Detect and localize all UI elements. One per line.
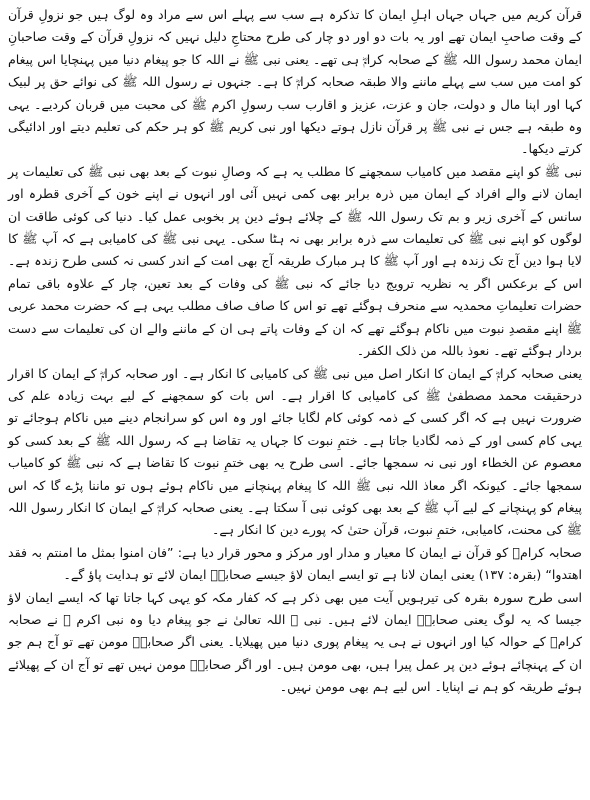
paragraph-1: قرآن کریم میں جہاں جہاں اہلِ ایمان کا تذکرہ ہے سب سے پہلے اس سے مراد وہ لوگ ہیں جو نزولِ قرآن کے وقت صاحبِ ایمان تھے اور یہ بات دو اور دو چار کی طرح محتاجِ دلیل نہیں کہ نزولِ قرآن کے وقت صاحبانِ ایمان محمد رسول اللہ ﷺ کے صحابہ کرامؓ ہی تھے۔ یعنی نبی ﷺ نے اللہ کا جو پیغام دنیا میں پہنچایا اس پیغام کو امت میں سب سے پہلے ماننے والا طبقہ صحابہ کرامؓ کا ہے۔ جنہوں نے رسول اللہ ﷺ کی نوائے حق پر لبیک کہا اور اپنا مال و دولت، جان و عزت، عزیز و اقارب سب رسولِ اکرم ﷺ کی محبت میں قربان کردیے۔ یہی وہ طبقہ ہے جس نے نبی ﷺ پر قرآن نازل ہوتے دیکھا اور نبی کریم ﷺ کو ہر حکم کی تعلیم دیتے اور ادائیگی کرتے دیکھا۔	[8, 7, 582, 157]
paragraph-5: اسی طرح سورہ بقرہ کی تیرہویں آیت میں بھی ذکر ہے کہ کفار مکہ کو یہی کہا جاتا تھا کہ ایسے ایمان لاؤ جیسا کہ یہ لوگ یعنی صحابہؓ ایمان لائے ہیں۔ نبی ﷺ اللہ تعالیٰ نے جو پیغام دیا وہ نبی اکرم ﷺ نے صحابہ کرامؓ کے حوالہ کیا اور انہوں نے ہی یہ پیغام پوری دنیا میں پھیلایا۔ یعنی اگر صحابہؓ مومن تھے تو آج ہم جو ان کے پہنچائے ہوئے دین پر عمل پیرا ہیں، بھی مومن ہیں۔ اور اگر صحابہؓ مومن نہیں تھے تو آج ان کے پھیلائے ہوئے طریقہ کو ہم نے اپنایا۔ اس لیے ہم بھی مومن نہیں۔	[8, 589, 582, 695]
paragraph-3: یعنی صحابہ کرامؓ کے ایمان کا انکار اصل میں نبی ﷺ کی کامیابی کا انکار ہے۔ اور صحابہ کرامؓ کے ایمان کا اقرار درحقیقت محمد مصطفیٰ ﷺ کی کامیابی کا اقرار ہے۔ اس بات کو سمجھنے کے لیے بہت زیادہ علم کی ضرورت نہیں ہے کہ اگر کسی کے ذمہ کوئی کام لگایا جائے اور وہ اس کو سرانجام دینے میں ناکام ہوجائے تو یہی کام کسی اور کے ذمہ لگادیا جاتا ہے۔ ختمِ نبوت کا جہاں یہ تقاضا ہے کہ رسول اللہ ﷺ کے بعد کسی کو معصوم عن الخطاء اور نبی نہ سمجھا جائے۔ اسی طرح یہ بھی ختمِ نبوت کا تقاضا ہے کہ نبی ﷺ کو کامیاب سمجھا جائے۔ کیونکہ اگر معاذ اللہ نبی ﷺ اللہ کا پیغام پہنچانے میں ناکام ہوئے ہوں تو ماننا پڑے گا کہ اس پیغام کو پہنچانے کے لیے آپ ﷺ کے بعد بھی کوئی نبی آ سکتا ہے۔ یعنی صحابہ کرامؓ کے ایمان کا انکار رسول اللہ ﷺ کی محنت، کامیابی، ختمِ نبوت، قرآن حتیٰ کہ پورے دین کا انکار ہے۔	[8, 365, 582, 538]
paragraph-4: صحابہ کرامؓ کو قرآن نے ایمان کا معیار و مدار اور مرکز و محور قرار دیا ہے: ”فان امنوا بمثل ما امنتم بہ فقد اھتدوا“ (بقرہ: ۱۳۷) یعنی ایمان لانا ہے تو ایسے ایمان لاؤ جیسے صحابہؓ ایمان لائے تو ہدایت پاؤ گے۔	[8, 544, 582, 583]
paragraph-2: نبی ﷺ کو اپنے مقصد میں کامیاب سمجھنے کا مطلب یہ ہے کہ وصالِ نبوت کے بعد بھی نبی ﷺ کی تعلیمات پر ایمان لانے والے افراد کے ایمان میں ذرہ برابر بھی کمی نہیں آئی اور انہوں نے اپنے خون کے آخری قطرہ اور سانس کے آخری زیر و بم تک رسول اللہ ﷺ کے چلائے ہوئے دین پر بخوبی عمل کیا۔ دنیا کی کوئی طاقت ان لوگوں کو اپنے نبی ﷺ کی تعلیمات سے ذرہ برابر بھی نہ ہٹا سکی۔ یہی نبی ﷺ کی کامیابی ہے کہ آپ ﷺ کا لایا ہوا دین آج تک زندہ ہے اور آپ ﷺ کا ہر مبارک طریقہ آج بھی امت کے اندر کسی نہ کسی طرح زندہ ہے۔ اس کے برعکس اگر یہ نظریہ ترویج دیا جائے کہ نبی ﷺ کی وفات کے بعد تعین، چار کے علاوہ باقی تمام حضرات تعلیماتِ محمدیہ سے منحرف ہوگئے تھے تو اس کا صاف صاف مطلب یہی ہے کہ حضرت محمد عربی ﷺ اپنے مقصدِ نبوت میں ناکام ہوگئے تھے کہ ان کے وفات پاتے ہی ان کے ماننے والے ان کی تعلیمات سے دست بردار ہوگئے تھے۔ نعوذ باللہ من ذلک الکفر۔	[8, 163, 582, 359]
